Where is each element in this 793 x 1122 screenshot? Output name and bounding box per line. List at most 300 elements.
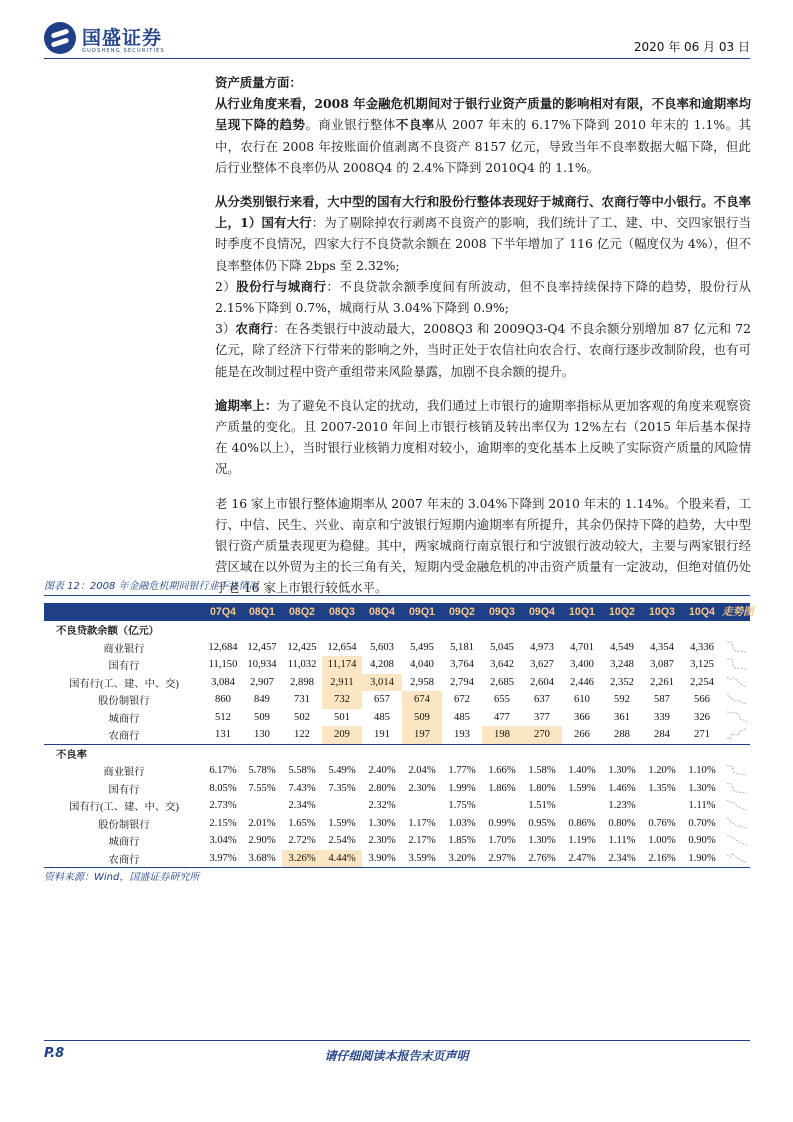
paragraph-asset-quality <box>215 72 751 178</box>
table-cell: 12,425 <box>287 641 317 653</box>
p2-2-bold: 股份行与城商行 <box>236 278 327 294</box>
table-cell: 11,174 <box>322 656 362 674</box>
brand-logo-icon <box>44 22 76 54</box>
table-cell-empty <box>682 744 722 762</box>
trend-line <box>727 642 747 652</box>
table-cell: 592 <box>614 694 630 706</box>
caption-divider <box>44 595 750 596</box>
table-cell-empty <box>282 621 322 639</box>
table-cell <box>562 797 602 815</box>
table-cell: 2.73% <box>209 800 237 812</box>
table-cell: 655 <box>494 694 510 706</box>
trend-cell <box>722 832 750 850</box>
table-cell: 3,084 <box>211 676 235 688</box>
table-cell: 1.65% <box>288 817 316 829</box>
trend-line <box>727 712 747 722</box>
table-cell: 4,701 <box>570 641 594 653</box>
table-cell: 2,352 <box>610 676 634 688</box>
column-header: 08Q1 <box>242 603 282 621</box>
row-label: 城商行 <box>108 713 140 725</box>
table-cell: 2.90% <box>248 835 276 847</box>
p2-3-label: 3） <box>215 321 236 337</box>
table-cell: 2,794 <box>450 676 474 688</box>
trend-cell <box>722 709 750 727</box>
p2-3-text: ：在各类银行中波动最大，2008Q3 和 2009Q3-Q4 不良余额分别增加 87 亿元和 72 亿元，除了经济下行带来的影响之外，当时正处于农信社向农合行、农商行逐步改制阶段，也有可能是在改制过程中资产重组带来风险暴露，加剧不良余额的提升。 <box>215 321 752 379</box>
table-cell-empty <box>442 744 482 762</box>
table-cell: 2.34% <box>602 850 642 868</box>
trend-sparkline <box>726 817 748 829</box>
table-row <box>44 709 750 727</box>
trend-line <box>727 765 747 775</box>
p4-text: 老 16 家上市银行整体逾期率从 2007 年末的 3.04%下降到 2010 年末的 1.14%。个股来看，工行、中信、民生、兴业、南京和宁波银行短期内逾期率有所提升，其余仍保持下降的趋势，大中型银行资产质量表现更为稳健。其中，两家城商行南京银行和宁波银行波动较大，主要与两家银行经营区域在以外贸为主的长三角有关，短期内受金融危机的冲击资产质量有一定波动，但绝对值仍处于老 16 家上市银行较低水平。 <box>215 495 752 596</box>
table-cell: 366 <box>574 711 590 723</box>
row-label: 国有行 <box>108 661 140 673</box>
column-header: 09Q2 <box>442 603 482 621</box>
table-cell: 122 <box>294 729 310 741</box>
table-cell: 501 <box>334 711 350 723</box>
table-cell: 3,248 <box>610 659 634 671</box>
table-cell: 2.01% <box>248 817 276 829</box>
table-cell: 512 <box>215 711 231 723</box>
table-cell: 5,495 <box>410 641 434 653</box>
column-header: 10Q3 <box>642 603 682 621</box>
table-cell: 3,087 <box>650 659 674 671</box>
table-cell: 5.49% <box>328 765 356 777</box>
table-cell: 2,446 <box>570 676 594 688</box>
table-cell: 3,642 <box>490 659 514 671</box>
table-cell: 2,911 <box>322 674 362 692</box>
trend-cell <box>722 691 750 709</box>
table-cell: 0.99% <box>488 817 516 829</box>
table-cell: 130 <box>254 729 270 741</box>
trend-sparkline <box>726 852 748 864</box>
table-cell: 3.97% <box>204 850 242 868</box>
trend-line <box>727 677 747 687</box>
table-cell: 1.10% <box>688 765 716 777</box>
table-cell: 3,764 <box>450 659 474 671</box>
p2-3-bold: 农商行 <box>235 321 274 337</box>
table-cell: 1.77% <box>448 765 476 777</box>
table-cell: 7.55% <box>248 782 276 794</box>
table-cell: 326 <box>694 711 710 723</box>
table-cell-empty <box>282 744 322 762</box>
table-cell-empty <box>402 621 442 639</box>
table-cell: 0.70% <box>688 817 716 829</box>
table-cell: 2,604 <box>530 676 554 688</box>
table-cell: 0.80% <box>608 817 636 829</box>
table-cell: 2.04% <box>408 765 436 777</box>
table-cell: 0.76% <box>648 817 676 829</box>
table-cell: 2,958 <box>410 676 434 688</box>
table-cell: 193 <box>454 729 470 741</box>
table-cell: 587 <box>654 694 670 706</box>
trend-cell <box>722 726 750 744</box>
trend-column-header: 走势图 <box>722 603 750 621</box>
table-row <box>44 691 750 709</box>
table-cell: 12,457 <box>247 641 277 653</box>
trend-line <box>727 694 747 704</box>
npl-table-container <box>44 603 754 868</box>
figure-caption: 图表 12：2008 年金融危机期间银行业不良情况 <box>44 581 259 592</box>
table-cell: 3,400 <box>570 659 594 671</box>
row-label: 国有行(工、建、中、交) <box>69 678 179 690</box>
table-cell: 1.85% <box>448 835 476 847</box>
column-header: 08Q4 <box>362 603 402 621</box>
table-cell: 1.35% <box>648 782 676 794</box>
table-cell: 566 <box>694 694 710 706</box>
brand-name-en: GUOSHENG SECURITIES <box>82 48 165 54</box>
table-cell: 849 <box>254 694 270 706</box>
table-cell <box>482 797 522 815</box>
p1-text-a: 。商业银行整体 <box>305 117 396 133</box>
column-header: 10Q1 <box>562 603 602 621</box>
table-cell: 1.70% <box>488 835 516 847</box>
table-cell: 1.66% <box>488 765 516 777</box>
table-cell: 3,014 <box>362 674 402 692</box>
column-header: 08Q2 <box>282 603 322 621</box>
table-row <box>44 780 750 798</box>
trend-cell <box>722 674 750 692</box>
row-label: 股份制银行 <box>98 696 150 708</box>
table-cell-empty <box>562 744 602 762</box>
row-label: 商业银行 <box>103 767 145 779</box>
p1-bold: 从行业角度来看，2008 年金融危机期间对于银行业资产质量的影响相对有限，不良率和逾期率均呈现下降的趋势 <box>215 96 751 133</box>
row-label: 农商行 <box>44 850 204 868</box>
table-cell: 1.20% <box>648 765 676 777</box>
table-cell: 361 <box>614 711 630 723</box>
table-cell: 1.11% <box>688 800 716 812</box>
paragraph-bank-types <box>215 191 751 382</box>
paragraph-overdue <box>215 395 751 480</box>
table-cell: 1.03% <box>448 817 476 829</box>
table-cell: 485 <box>454 711 470 723</box>
table-cell-empty <box>242 744 282 762</box>
column-header: 09Q4 <box>522 603 562 621</box>
table-cell: 1.23% <box>608 800 636 812</box>
table-section-row <box>44 744 750 762</box>
table-cell: 288 <box>614 729 630 741</box>
table-cell: 1.11% <box>608 835 636 847</box>
table-cell <box>242 797 282 815</box>
table-header-row <box>44 603 750 621</box>
p2-2-text: ：不良贷款余额季度间有所波动，但不良率持续保持下降的趋势，股份行从 2.15%下降到 0.7%，城商行从 3.04%下降到 0.9%; <box>215 278 752 316</box>
table-cell: 2,685 <box>490 676 514 688</box>
table-cell: 131 <box>215 729 231 741</box>
table-cell: 5,603 <box>370 641 394 653</box>
table-cell: 1.80% <box>528 782 556 794</box>
table-cell: 5,181 <box>450 641 474 653</box>
trend-cell <box>722 780 750 798</box>
table-cell: 860 <box>215 694 231 706</box>
report-date: 2020 年 06 月 03 日 <box>633 40 750 54</box>
table-cell: 3.26% <box>282 850 322 868</box>
table-cell: 2.47% <box>562 850 602 868</box>
table-cell: 1.17% <box>408 817 436 829</box>
table-cell-empty <box>482 621 522 639</box>
table-body <box>44 621 750 868</box>
table-cell <box>402 797 442 815</box>
table-cell-empty <box>204 744 242 762</box>
table-cell-empty <box>642 621 682 639</box>
table-cell <box>322 797 362 815</box>
table-cell: 209 <box>322 726 362 744</box>
table-row <box>44 656 750 674</box>
table-cell: 1.59% <box>568 782 596 794</box>
page-number: P.8 <box>44 1046 65 1061</box>
table-cell: 477 <box>494 711 510 723</box>
row-label: 商业银行 <box>103 643 145 655</box>
table-cell: 3.04% <box>209 835 237 847</box>
table-cell: 1.51% <box>528 800 556 812</box>
table-cell: 1.19% <box>568 835 596 847</box>
table-cell-empty <box>682 621 722 639</box>
table-cell: 3.68% <box>242 850 282 868</box>
trend-line <box>727 800 747 810</box>
p3-bold: 逾期率上： <box>215 397 278 413</box>
table-row <box>44 815 750 833</box>
npl-table <box>44 603 754 868</box>
table-cell: 11,032 <box>287 659 317 671</box>
table-cell: 1.58% <box>528 765 556 777</box>
trend-cell <box>722 639 750 657</box>
column-header: 10Q4 <box>682 603 722 621</box>
table-cell-empty <box>522 621 562 639</box>
table-cell-empty <box>242 621 282 639</box>
table-cell: 502 <box>294 711 310 723</box>
trend-cell <box>722 850 750 868</box>
table-cell: 1.30% <box>688 782 716 794</box>
table-cell: 509 <box>254 711 270 723</box>
table-cell: 2.30% <box>368 835 396 847</box>
table-cell: 377 <box>534 711 550 723</box>
paragraph-listed-banks <box>215 493 751 599</box>
table-cell: 1.30% <box>368 817 396 829</box>
table-cell: 2.80% <box>368 782 396 794</box>
p3-text: 为了避免不良认定的扰动，我们通过上市银行的逾期率指标从更加客观的角度来观察资产质量的变化。且 2007-2010 年间上市银行核销及转出率仅为 12%左右（2015 年后基本保持在 40%以上），当时银行业核销力度相对较小，逾期率的变化基本上反映了实际资产质量的风险情况。 <box>215 397 752 477</box>
table-cell: 2,907 <box>250 676 274 688</box>
body-text <box>215 72 751 612</box>
table-header-blank <box>44 603 204 621</box>
table-cell: 3.20% <box>442 850 482 868</box>
table-cell: 3.59% <box>402 850 442 868</box>
trend-cell <box>722 815 750 833</box>
column-header: 07Q4 <box>204 603 242 621</box>
table-cell: 191 <box>374 729 390 741</box>
table-cell: 732 <box>322 691 362 709</box>
brand-logo <box>44 22 174 56</box>
table-cell: 0.90% <box>688 835 716 847</box>
trend-sparkline <box>726 782 748 794</box>
table-cell: 637 <box>534 694 550 706</box>
table-cell-empty <box>402 744 442 762</box>
table-cell: 266 <box>574 729 590 741</box>
table-cell: 2.54% <box>328 835 356 847</box>
table-cell: 485 <box>374 711 390 723</box>
trend-sparkline <box>726 834 748 846</box>
table-cell: 4,973 <box>530 641 554 653</box>
table-cell: 8.05% <box>209 782 237 794</box>
table-cell: 3,125 <box>690 659 714 671</box>
p2-bold: 从分类别银行来看，大中型的国有大行和股份行整体表现好于城商行、农商行等中小银行。不良率上，1）国有大行 <box>215 194 751 231</box>
table-cell: 2,254 <box>690 676 714 688</box>
table-cell: 1.99% <box>448 782 476 794</box>
table-cell: 2.97% <box>482 850 522 868</box>
trend-sparkline <box>726 658 748 670</box>
table-cell-empty <box>204 621 242 639</box>
table-cell-empty <box>562 621 602 639</box>
table-section-title: 不良率 <box>44 744 204 762</box>
table-cell: 2.17% <box>408 835 436 847</box>
footer-disclaimer: 请仔细阅读本报告末页声明 <box>324 1049 469 1063</box>
table-cell-empty <box>642 744 682 762</box>
table-cell: 3,627 <box>530 659 554 671</box>
table-cell: 10,934 <box>247 659 277 671</box>
table-cell: 674 <box>402 691 442 709</box>
table-cell: 0.95% <box>528 817 556 829</box>
row-label: 农商行 <box>108 731 140 743</box>
trend-sparkline <box>726 711 748 723</box>
table-row <box>44 639 750 657</box>
trend-cell <box>722 762 750 780</box>
row-label: 国有行(工、建、中、交) <box>69 802 179 814</box>
trend-sparkline <box>726 799 748 811</box>
trend-sparkline <box>726 693 748 705</box>
table-cell: 1.30% <box>608 765 636 777</box>
column-header: 09Q3 <box>482 603 522 621</box>
table-cell: 4.44% <box>322 850 362 868</box>
trend-cell <box>722 797 750 815</box>
table-cell: 2.30% <box>408 782 436 794</box>
table-cell: 2.32% <box>368 800 396 812</box>
trend-line <box>727 659 747 669</box>
table-cell-empty <box>362 621 402 639</box>
table-cell: 1.30% <box>528 835 556 847</box>
table-cell: 5.58% <box>288 765 316 777</box>
table-cell: 7.43% <box>288 782 316 794</box>
table-cell: 1.46% <box>608 782 636 794</box>
table-cell: 271 <box>694 729 710 741</box>
table-cell: 672 <box>454 694 470 706</box>
table-cell-empty <box>722 621 750 639</box>
trend-sparkline <box>726 764 748 776</box>
p1-bold2: 不良率 <box>395 117 435 133</box>
table-row <box>44 762 750 780</box>
trend-line <box>727 853 747 863</box>
table-cell: 12,684 <box>208 641 238 653</box>
table-cell <box>642 797 682 815</box>
trend-cell <box>722 656 750 674</box>
table-cell: 5.78% <box>248 765 276 777</box>
row-label: 城商行 <box>108 837 140 849</box>
table-section-row <box>44 621 750 639</box>
source-note: 资料来源：Wind，国盛证券研究所 <box>44 872 200 883</box>
table-cell: 657 <box>374 694 390 706</box>
table-row <box>44 726 750 744</box>
table-cell: 5,045 <box>490 641 514 653</box>
table-cell: 7.35% <box>328 782 356 794</box>
table-cell: 197 <box>402 726 442 744</box>
table-cell: 4,549 <box>610 641 634 653</box>
table-cell-empty <box>322 621 362 639</box>
row-label: 股份制银行 <box>98 819 150 831</box>
table-row <box>44 797 750 815</box>
table-cell: 270 <box>522 726 562 744</box>
column-header: 08Q3 <box>322 603 362 621</box>
table-cell-empty <box>602 621 642 639</box>
table-cell-empty <box>362 744 402 762</box>
table-cell: 610 <box>574 694 590 706</box>
table-cell: 2.34% <box>288 800 316 812</box>
trend-sparkline <box>726 676 748 688</box>
footer-divider <box>44 1040 750 1041</box>
table-cell: 2,898 <box>290 676 314 688</box>
table-section-title: 不良贷款余额（亿元） <box>44 621 204 639</box>
table-cell: 1.00% <box>648 835 676 847</box>
table-cell: 339 <box>654 711 670 723</box>
p1-heading: 资产质量方面： <box>215 75 302 90</box>
table-cell: 2.72% <box>288 835 316 847</box>
table-cell-empty <box>602 744 642 762</box>
brand-name-cn: 国盛证券 <box>82 27 163 49</box>
p2-text: ：为了剔除掉农行剥离不良资产的影响，我们统计了工、建、中、交四家银行当时季度不良情况，四家大行不良贷款余额在 2008 下半年增加了 116 亿元（幅度仅为 4%），但不良率整体仍下降 2bps 至 2.32%; <box>215 215 752 273</box>
row-label: 国有行 <box>108 784 140 796</box>
table-cell-empty <box>722 744 750 762</box>
trend-line <box>727 783 747 793</box>
table-cell-empty <box>522 744 562 762</box>
table-cell-empty <box>322 744 362 762</box>
trend-line <box>727 818 747 828</box>
table-cell: 2,261 <box>650 676 674 688</box>
table-row <box>44 832 750 850</box>
table-cell: 0.86% <box>568 817 596 829</box>
table-cell: 6.17% <box>209 765 237 777</box>
table-cell: 4,336 <box>690 641 714 653</box>
table-cell-empty <box>482 744 522 762</box>
table-cell: 1.75% <box>448 800 476 812</box>
table-cell: 2.16% <box>642 850 682 868</box>
table-cell: 4,040 <box>410 659 434 671</box>
p2-2-label: 2） <box>215 278 237 294</box>
table-cell: 1.90% <box>682 850 722 868</box>
table-cell: 731 <box>294 694 310 706</box>
table-cell: 4,354 <box>650 641 674 653</box>
table-cell: 3.90% <box>362 850 402 868</box>
column-header: 10Q2 <box>602 603 642 621</box>
table-cell: 2.40% <box>368 765 396 777</box>
table-cell-empty <box>442 621 482 639</box>
trend-sparkline <box>726 728 748 740</box>
header-divider <box>44 58 750 59</box>
table-cell: 198 <box>482 726 522 744</box>
table-cell: 284 <box>654 729 670 741</box>
table-cell: 12,654 <box>327 641 357 653</box>
table-cell: 4,208 <box>370 659 394 671</box>
table-cell: 1.40% <box>568 765 596 777</box>
trend-sparkline <box>726 641 748 653</box>
column-header: 09Q1 <box>402 603 442 621</box>
table-cell: 2.15% <box>209 817 237 829</box>
table-cell: 2.76% <box>522 850 562 868</box>
p1-text-b: 从 2007 年末的 6.17%下降到 2010 年末的 1.1%。其中，农行在 2008 年按账面价值剥离不良资产 8157 亿元，导致当年不良率数据大幅下降，但此后行业整体不良率仍从 2008Q4 的 2.4%下降到 2010Q4 的 1.1%。 <box>215 117 751 175</box>
trend-line <box>727 835 747 845</box>
trend-line <box>727 729 747 739</box>
table-cell: 1.59% <box>328 817 356 829</box>
table-row <box>44 850 750 868</box>
table-cell: 509 <box>402 709 442 727</box>
table-cell: 1.86% <box>488 782 516 794</box>
table-row <box>44 674 750 692</box>
table-cell: 11,150 <box>208 659 238 671</box>
